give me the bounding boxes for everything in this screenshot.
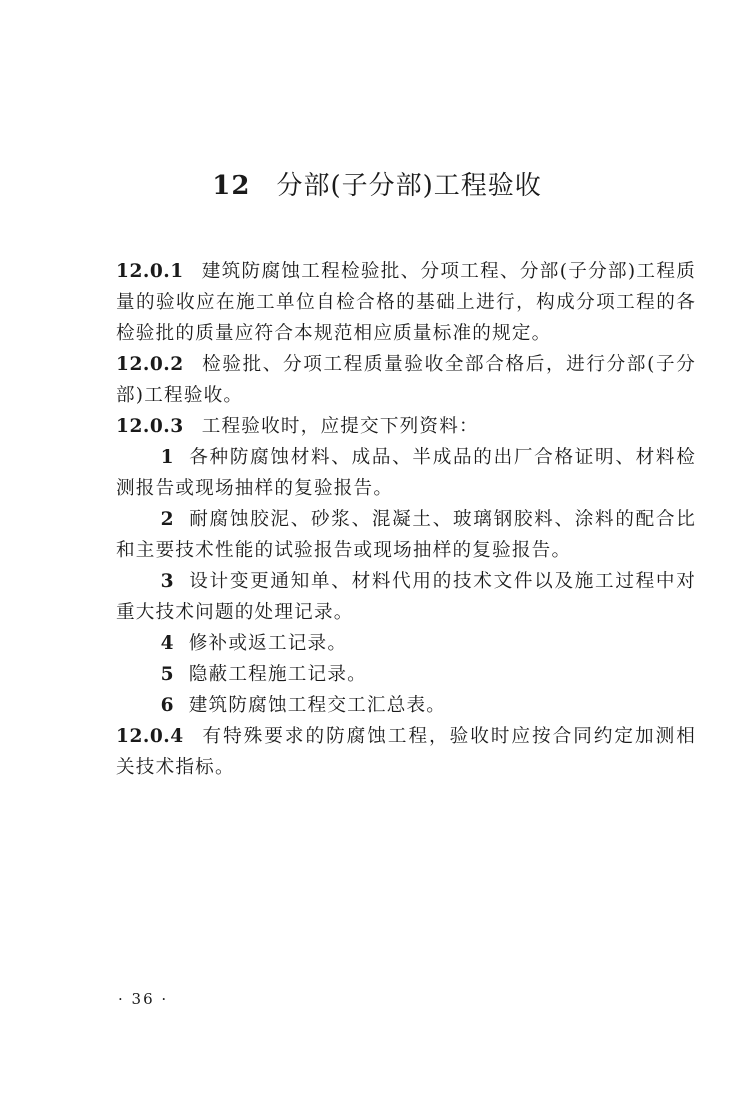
item-number: 6 bbox=[160, 695, 175, 716]
item-number: 2 bbox=[160, 509, 175, 530]
list-item bbox=[116, 659, 696, 690]
item-text: 各种防腐蚀材料、成品、半成品的出厂合格证明、材料检测报告或现场抽样的复验报告。 bbox=[116, 447, 696, 499]
clause-12-0-3 bbox=[116, 411, 696, 442]
clause-text: 建筑防腐蚀工程检验批、分项工程、分部(子分部)工程质量的验收应在施工单位自检合格的基础上进行，构成分项工程的各检验批的质量应符合本规范相应质量标准的规定。 bbox=[116, 261, 696, 344]
list-item bbox=[116, 566, 696, 628]
item-text: 隐蔽工程施工记录。 bbox=[188, 664, 367, 685]
item-text: 耐腐蚀胶泥、砂浆、混凝土、玻璃钢胶料、涂料的配合比和主要技术性能的试验报告或现场抽样的复验报告。 bbox=[116, 509, 696, 561]
clause-text: 工程验收时，应提交下列资料： bbox=[201, 416, 479, 437]
clause-text: 有特殊要求的防腐蚀工程，验收时应按合同约定加测相关技术指标。 bbox=[116, 726, 696, 778]
item-text: 设计变更通知单、材料代用的技术文件以及施工过程中对重大技术问题的处理记录。 bbox=[116, 571, 696, 623]
item-number: 4 bbox=[160, 633, 175, 654]
chapter-title bbox=[0, 165, 754, 202]
clause-number: 12.0.4 bbox=[116, 726, 184, 747]
clause-12-0-4 bbox=[116, 721, 696, 783]
list-item bbox=[116, 690, 696, 721]
list-item bbox=[116, 504, 696, 566]
list-item bbox=[116, 442, 696, 504]
list-item bbox=[116, 628, 696, 659]
item-number: 1 bbox=[160, 447, 175, 468]
clause-number: 12.0.2 bbox=[116, 354, 184, 375]
item-text: 建筑防腐蚀工程交工汇总表。 bbox=[188, 695, 447, 716]
document-body bbox=[116, 256, 696, 783]
chapter-heading: 分部(子分部)工程验收 bbox=[276, 171, 542, 201]
item-number: 3 bbox=[160, 571, 175, 592]
clause-number: 12.0.3 bbox=[116, 416, 184, 437]
item-text: 修补或返工记录。 bbox=[188, 633, 348, 654]
page-number: · 36 · bbox=[118, 990, 169, 1008]
clause-number: 12.0.1 bbox=[116, 261, 184, 282]
item-number: 5 bbox=[160, 664, 175, 685]
chapter-number: 12 bbox=[212, 171, 251, 201]
clause-12-0-2 bbox=[116, 349, 696, 411]
clause-12-0-1 bbox=[116, 256, 696, 349]
clause-text: 检验批、分项工程质量验收全部合格后，进行分部(子分部)工程验收。 bbox=[116, 354, 696, 406]
